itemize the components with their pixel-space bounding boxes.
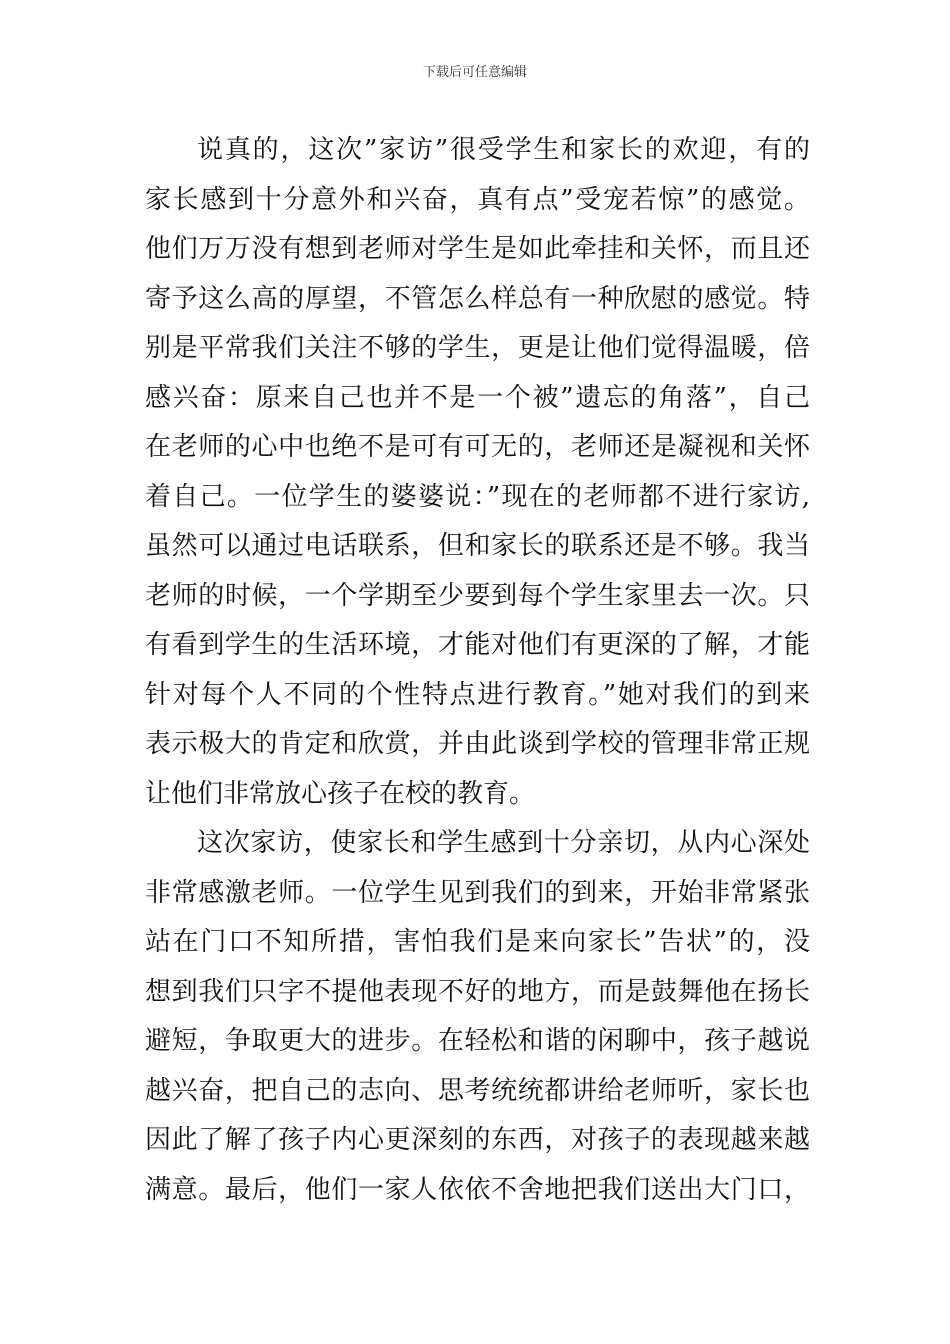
- text-line: 针对每个人不同的个性特点进行教育。”她对我们的到来: [145, 679, 810, 710]
- text-line: 这次家访，使家长和学生感到十分亲切，从内心深处: [197, 828, 810, 858]
- text-line: 想到我们只字不提他表现不好的地方，而是鼓舞他在扬长: [145, 976, 810, 1007]
- text-line: 因此了解了孩子内心更深刻的东西，对孩子的表现越来越: [145, 1125, 810, 1155]
- text-line: 老师的时候，一个学期至少要到每个学生家里去一次。只: [145, 580, 810, 611]
- text-line: 有看到学生的生活环境，才能对他们有更深的了解，才能: [145, 630, 810, 660]
- text-line: 家长感到十分意外和兴奋，真有点”受宠若惊”的感觉。: [145, 184, 810, 215]
- page-header: 下载后可任意编辑: [422, 65, 527, 80]
- text-line: 寄予这么高的厚望，不管怎么样总有一种欣慰的感觉。特: [145, 283, 810, 314]
- text-line: 别是平常我们关注不够的学生，更是让他们觉得温暖，倍: [145, 333, 810, 363]
- text-line: 说真的，这次”家访”很受学生和家长的欢迎，有的: [197, 135, 810, 165]
- text-line: 让他们非常放心孩子在校的教育。: [145, 778, 536, 809]
- document-body: [145, 126, 810, 1215]
- paragraph-2: [145, 819, 810, 1215]
- text-line: 感兴奋：原来自己也并不是一个被”遗忘的角落”，自己: [145, 382, 810, 413]
- text-line: 满意。最后，他们一家人依依不舍地把我们送出大门口，: [145, 1174, 810, 1205]
- text-line: 在老师的心中也绝不是可有可无的，老师还是凝视和关怀: [145, 432, 810, 462]
- text-line: 表示极大的肯定和欣赏，并由此谈到学校的管理非常正规: [145, 729, 810, 759]
- text-line: 虽然可以通过电话联系，但和家长的联系还是不够。我当: [145, 531, 810, 561]
- text-line: 越兴奋，把自己的志向、思考统统都讲给老师听，家长也: [145, 1075, 810, 1106]
- text-line: 避短，争取更大的进步。在轻松和谐的闲聊中，孩子越说: [145, 1026, 810, 1056]
- text-line: 非常感激老师。一位学生见到我们的到来，开始非常紧张: [145, 877, 810, 908]
- text-line: 站在门口不知所措，害怕我们是来向家长”告状”的，没: [145, 927, 810, 957]
- paragraph-1: [145, 126, 810, 819]
- text-line: 着自己。一位学生的婆婆说：”现在的老师都不进行家访,: [145, 481, 810, 512]
- text-line: 他们万万没有想到老师对学生是如此牵挂和关怀，而且还: [145, 234, 810, 264]
